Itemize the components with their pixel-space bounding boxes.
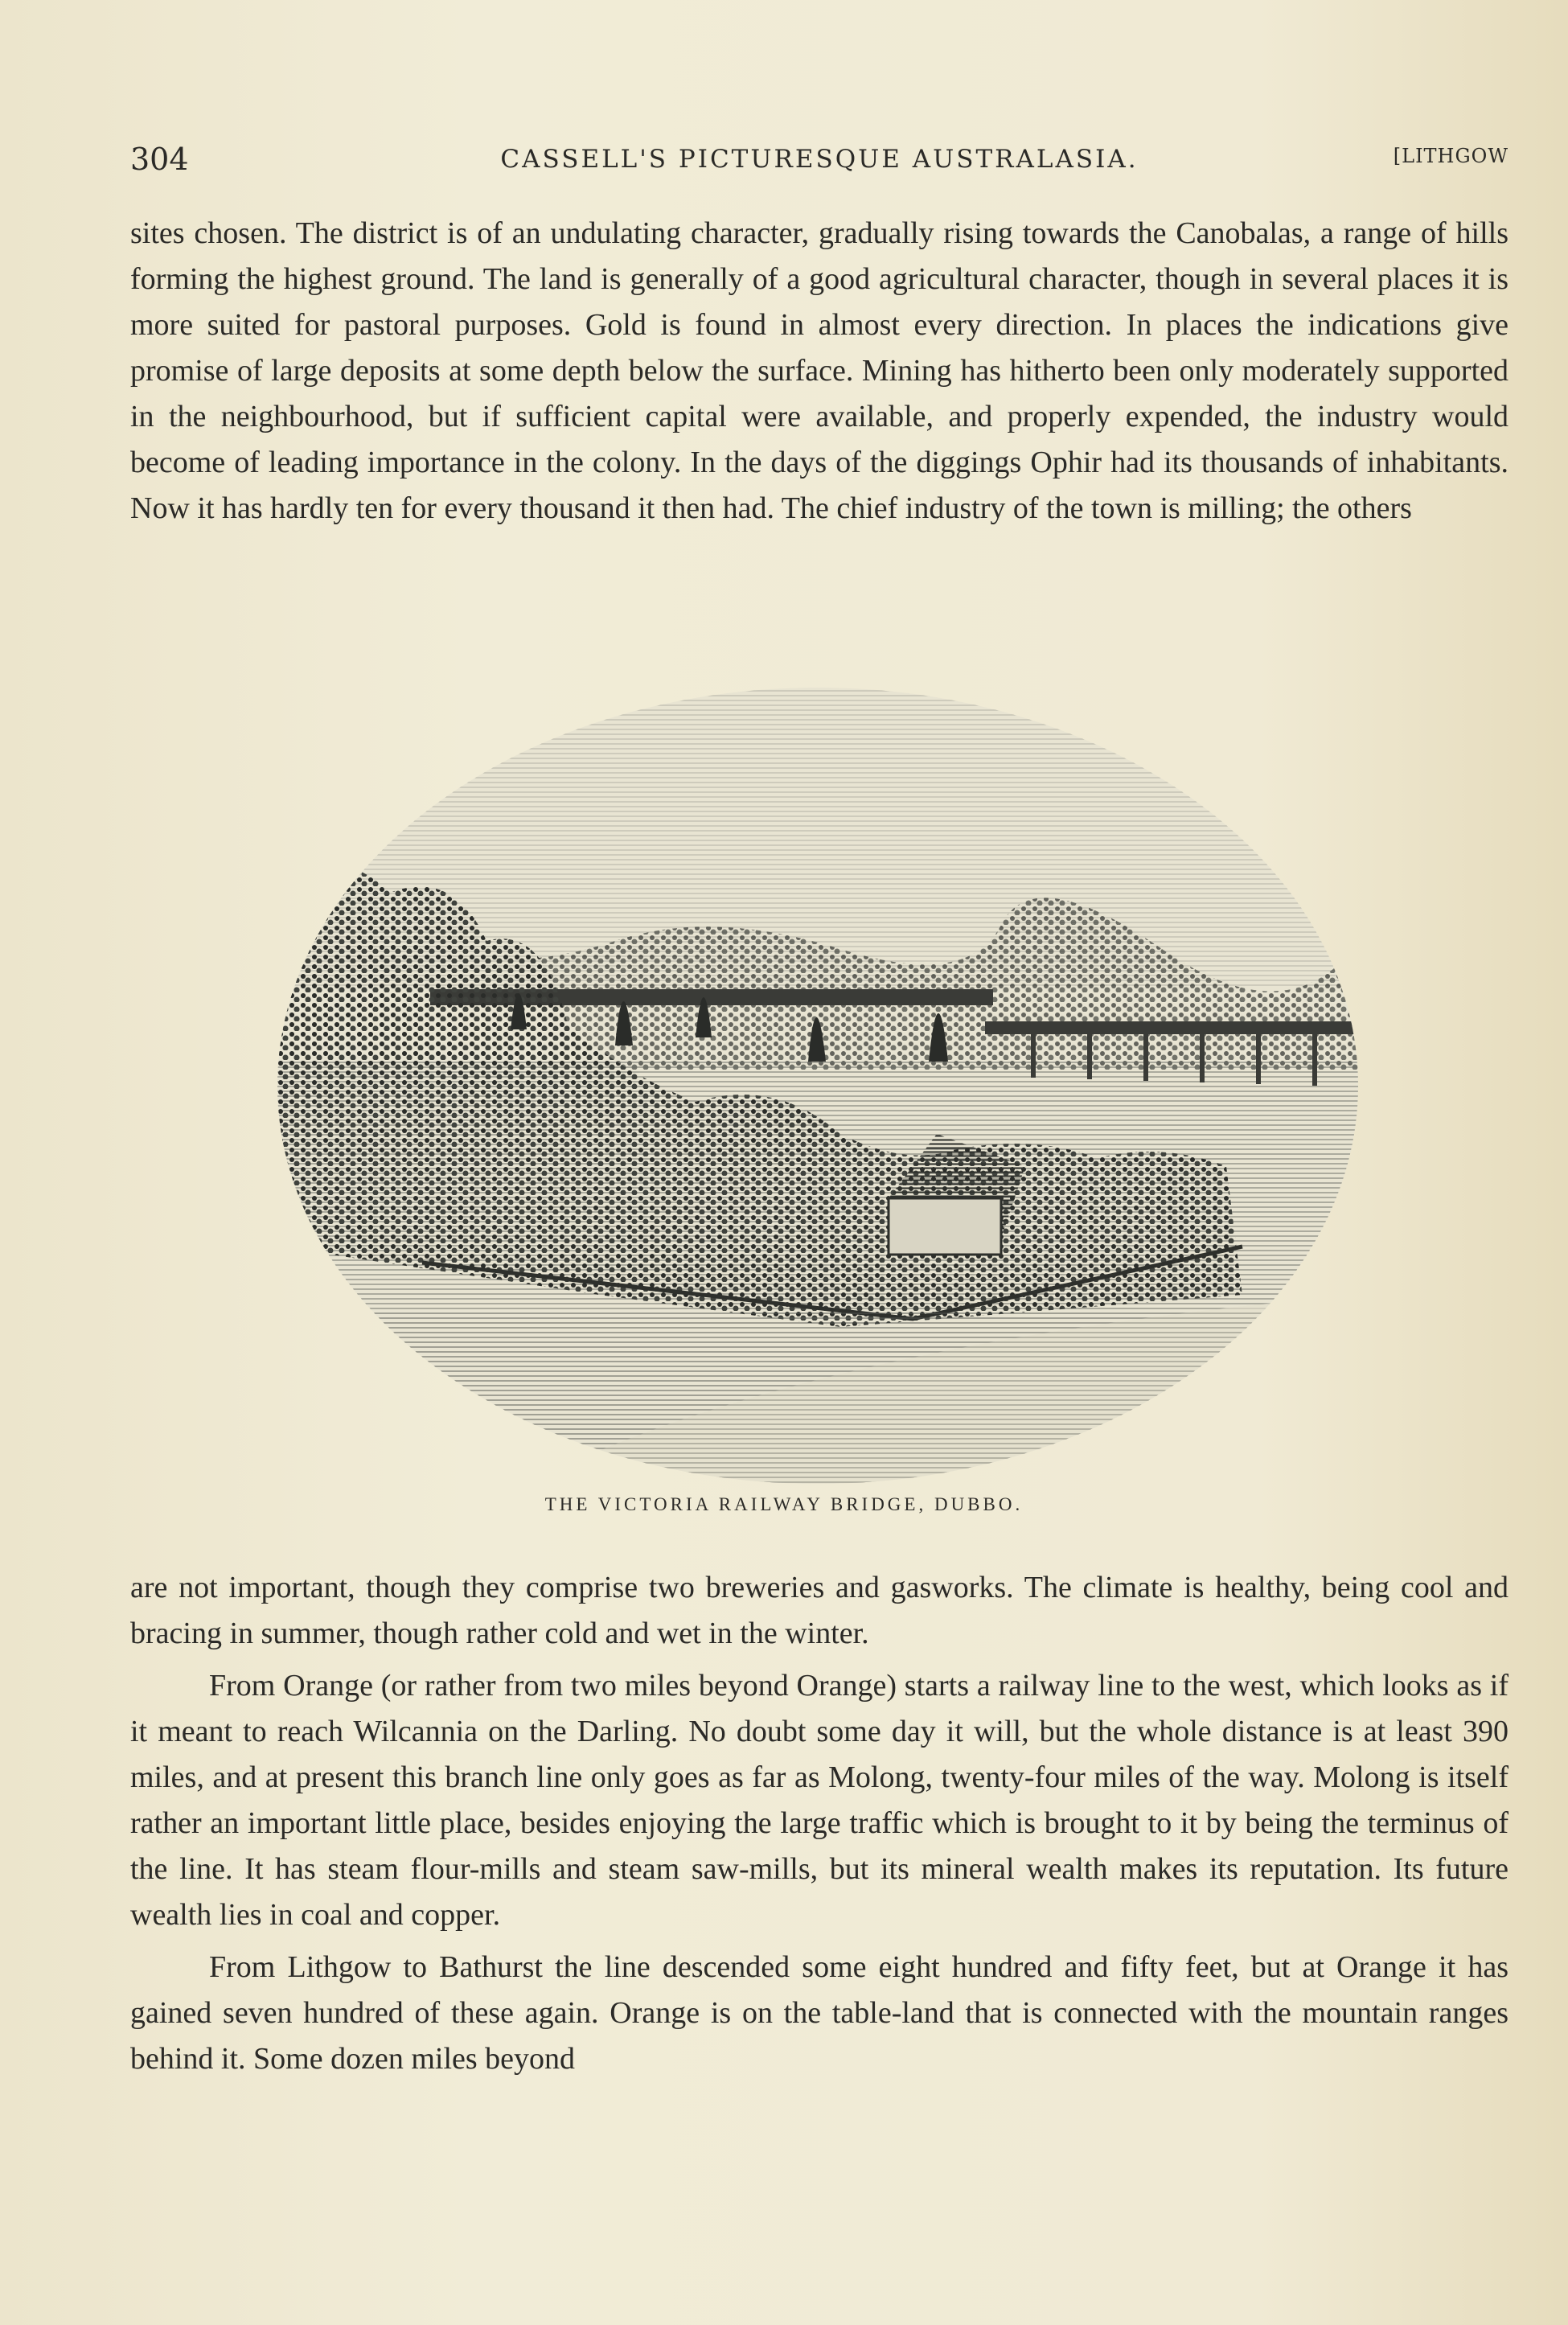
paragraph: sites chosen. The district is of an undulating character, gradually rising towards the Canobalas, a range of hills forming the highest ground. The land is generally of a good agricultural character, though in several places it is more suited for pastoral purposes. Gold is found in almost every direction. In places the indications give promise of large deposits at some depth below the surface. Mining has hitherto been only moderately supported in the neighbourhood, but if sufficient capital were available, and properly expended, the industry would become of leading importance in the colony. In the days of the diggings Ophir had its thousands of inhabitants. Now it has hardly ten for every thousand it then had. The chief industry of the town is milling; the others (130, 216, 1508, 525)
engraving-illustration (277, 684, 1359, 1488)
page-number: 304 (130, 142, 189, 177)
body-text-bottom (130, 1565, 1508, 2082)
paragraph: From Orange (or rather from two miles beyond Orange) starts a railway line to the west, which looks as if it meant to reach Wilcannia on the Darling. No doubt some day it will, but the whole distance is at least 390 miles, and at present this branch line only goes as far as Molong, twenty-four miles of the way. Molong is itself rather an important little place, besides enjoying the large traffic which is brought to it by being the terminus of the line. It has steam flour-mills and steam saw-mills, but its mineral wealth makes its reputation. Its future wealth lies in coal and copper. (130, 1669, 1508, 1932)
section-heading: [LITHGOW (1393, 145, 1508, 167)
paragraph: From Lithgow to Bathurst the line descended some eight hundred and fifty feet, but at Orange it has gained seven hundred of these again. Orange is on the table-land that is connected with the mountain ranges behind it. Some dozen miles beyond (130, 1950, 1508, 2076)
body-text-top (130, 211, 1508, 532)
page-header (130, 142, 1508, 182)
paragraph: are not important, though they comprise two breweries and gasworks. The climate is healthy, being cool and bracing in summer, though rather cold and wet in the winter. (130, 1571, 1508, 1650)
running-title: CASSELL'S PICTURESQUE AUSTRALASIA. (500, 145, 1139, 174)
figure-caption: THE VICTORIA RAILWAY BRIDGE, DUBBO. (544, 1494, 1024, 1514)
